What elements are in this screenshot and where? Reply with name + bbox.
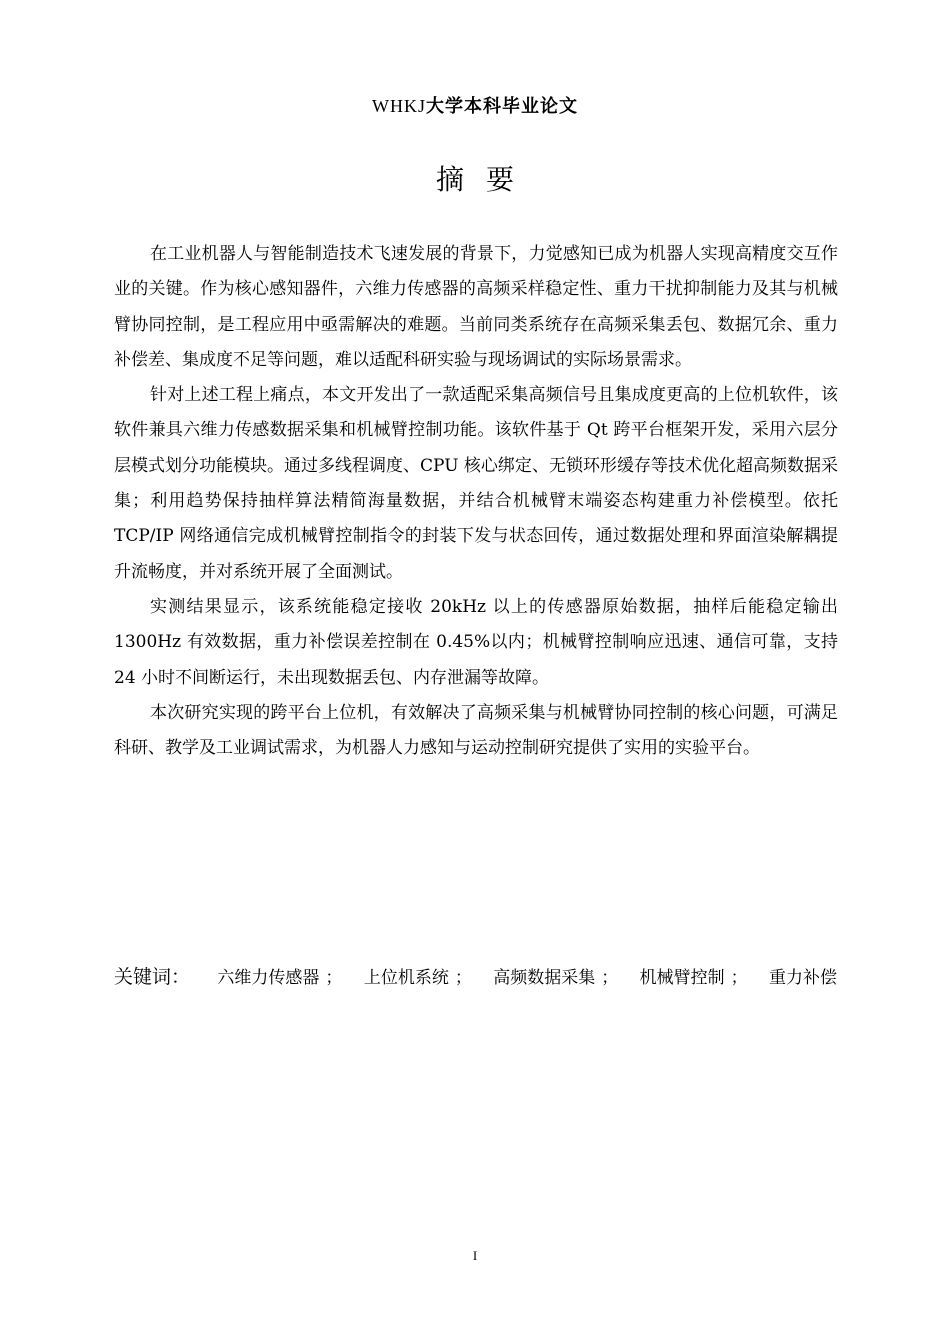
header-prefix: WHKJ [372,96,426,116]
page-number: I [472,1248,478,1263]
keyword-item: 重力补偿 [769,968,838,988]
running-header [0,93,950,120]
header-title: 大学本科毕业论文 [426,96,578,117]
abstract-paragraph-1: 在工业机器人与智能制造技术飞速发展的背景下，力觉感知已成为机器人实现高精度交互作业的关键。作为核心感知器件，六维力传感器的高频采样稳定性、重力干扰抑制能力及其与机械臂协同控制，是工程应用中亟需解决的难题。当前同类系统存在高频采集丢包、数据冗余、重力补偿差、集成度不足等问题，难以适配科研实验与现场调试的实际场景需求。 [114,244,838,370]
keyword-item: 上位机系统 [363,968,449,988]
abstract-body [114,237,838,766]
abstract-paragraph-3: 实测结果显示，该系统能稳定接收 20kHz 以上的传感器原始数据，抽样后能稳定输出 1300Hz 有效数据，重力补偿误差控制在 0.45%以内；机械臂控制响应迅速、通信可靠，支持 24 小时不间断运行，未出现数据丢包、内存泄漏等故障。 [114,596,838,688]
abstract-paragraph-4: 本次研究实现的跨平台上位机，有效解决了高频采集与机械臂协同控制的核心问题，可满足科研、教学及工业调试需求，为机器人力感知与运动控制研究提供了实用的实验平台。 [114,702,838,759]
keyword-separator: ； [454,968,472,988]
abstract-paragraph-2: 针对上述工程上痛点，本文开发出了一款适配采集高频信号且集成度更高的上位机软件，该软件兼具六维力传感数据采集和机械臂控制功能。该软件基于 Qt 跨平台框架开发，采用六层分层模式划分功能模块。通过多线程调度、CPU 核心绑定、无锁环形缓存等技术优化超高频数据采集；利用趋势保持抽样算法精简海量数据，并结合机械臂末端姿态构建重力补偿模型。依托 TCP/IP 网络通信完成机械臂控制指令的封装下发与状态回传，通过数据处理和界面渲染解耦提升流畅度，并对系统开展了全面测试。 [114,385,838,582]
keyword-separator: ； [730,968,748,988]
keyword-item: 机械臂控制 [639,968,725,988]
abstract-title: 摘要 [435,163,536,196]
keyword-item: 高频数据采集 [493,968,596,988]
keyword-separator: ； [601,968,619,988]
keyword-separator: ； [325,968,343,988]
keyword-item: 六维力传感器 [217,968,320,988]
keywords-line [114,962,854,993]
keywords-label: 关键词： [114,966,191,988]
